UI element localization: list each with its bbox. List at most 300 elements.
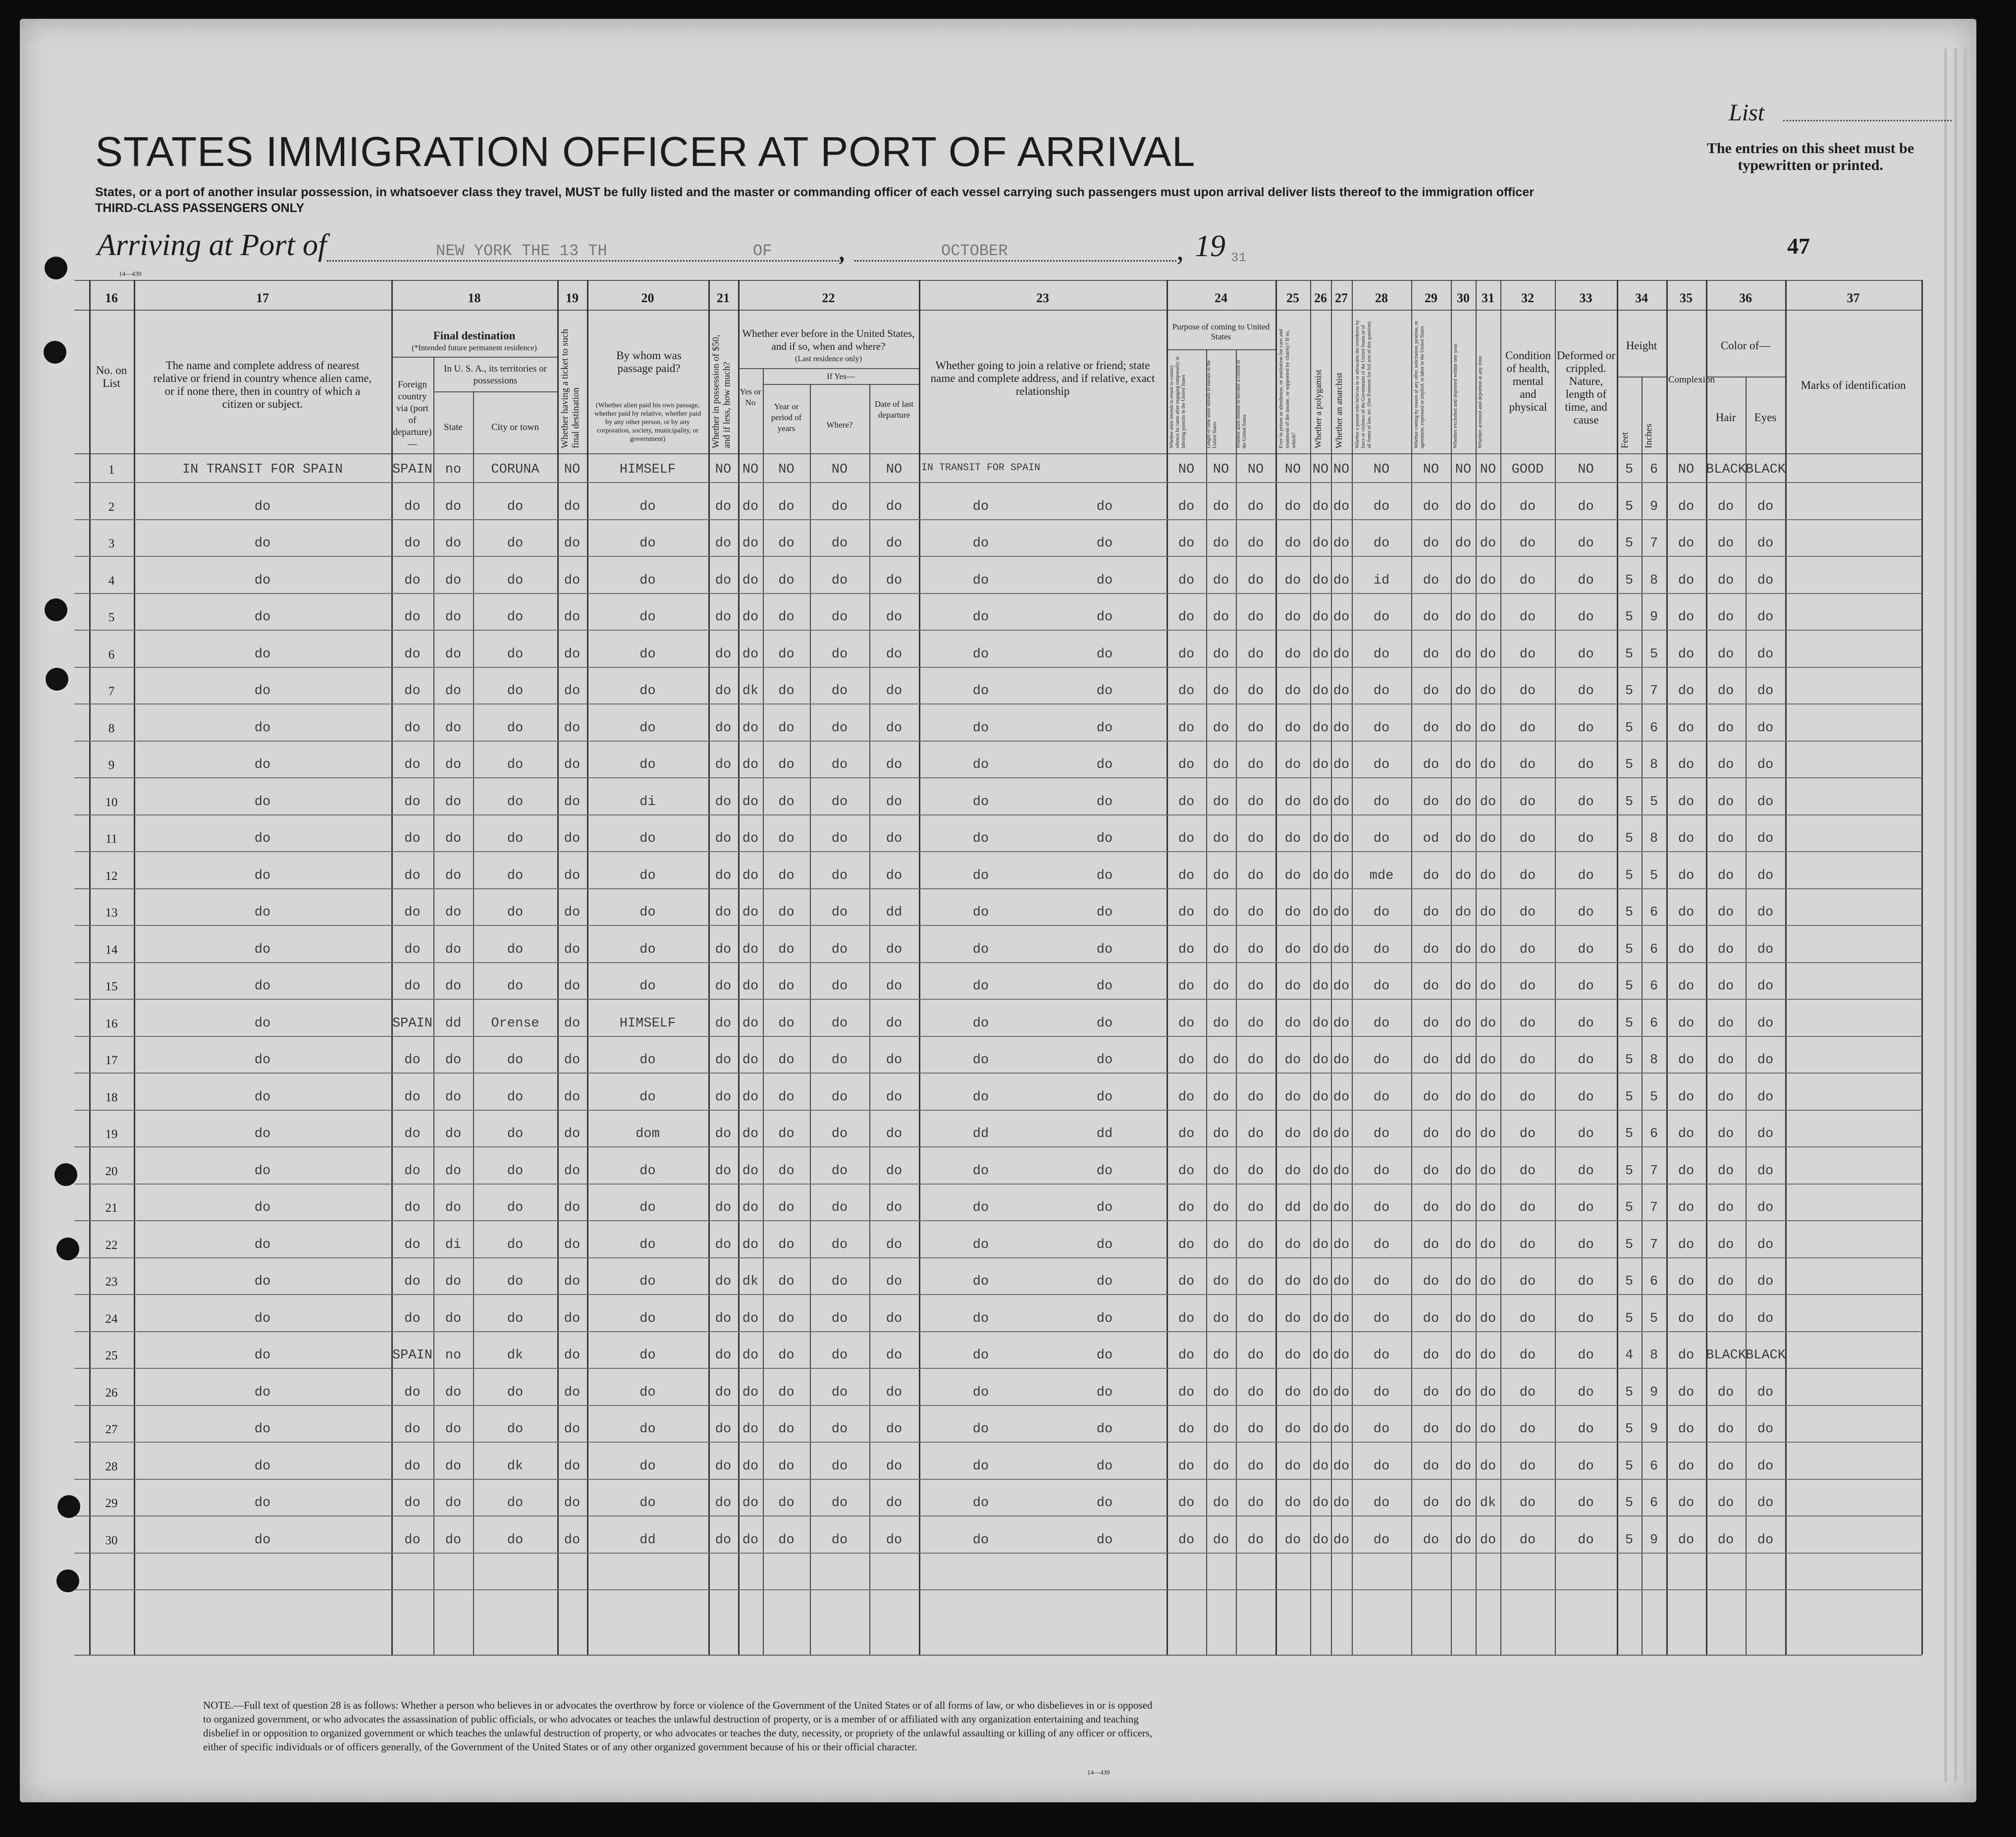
cell-ex: do [1455,868,1472,883]
cell-city: do [507,1496,524,1511]
cell-ex: do [1455,1459,1472,1474]
col-18-header: Final destination [433,329,516,342]
cell-p1: do [1178,757,1195,772]
cell-p2: do [1213,647,1229,662]
page-title: STATES IMMIGRATION OFFICER AT PORT OF ARRIVAL [95,128,1196,175]
cell-hl: do [1519,720,1536,736]
cell-j2: do [1096,1274,1113,1289]
cell-fc: do [404,1053,421,1068]
cell-city: do [507,1163,524,1179]
cell-c17: do [254,831,271,846]
cell-j2: do [1096,684,1113,699]
cell-cp: do [1678,1016,1695,1031]
cell-an: do [1333,1532,1350,1548]
col-22-yes-header: Yes or No [740,387,761,407]
cell-hl: do [1519,499,1536,514]
cell-m: do [715,905,732,920]
rule [763,384,919,385]
cell-paid: do [639,942,656,957]
cell-paid: do [639,1237,656,1252]
cell-yrs: do [778,794,795,810]
cell-c17: do [254,610,271,625]
cell-paid: do [639,1200,656,1215]
cell-city: do [507,684,524,699]
cell-fc: do [404,757,421,772]
col-34-inches-header: Inches [1644,424,1654,448]
cell-join: do [972,610,989,625]
cell-p2: do [1213,757,1229,772]
cell-ar: do [1480,1348,1496,1363]
cell-ft: 5 [1625,1237,1634,1252]
cell-of: do [1423,868,1439,883]
cell-ov: do [1373,1016,1390,1031]
col-33-header: Deformed or crippled. Nature, length of time, and cause [1556,349,1616,426]
cell-paid: do [639,610,656,625]
column-rule [557,280,559,1655]
cell-p2: do [1213,573,1229,588]
cell-j2: do [1096,1348,1113,1363]
cell-ov: do [1373,1496,1390,1511]
cell-p3: do [1247,684,1264,699]
cell-yrs: do [778,1127,795,1141]
cell-in: 6 [1649,462,1658,477]
cell-po: do [1312,942,1329,957]
cell-join: do [972,684,989,699]
cell-ft: 5 [1625,1496,1634,1511]
cell-p1: do [1178,905,1195,920]
cell-cp: do [1678,573,1695,588]
cell-c17: do [254,684,271,699]
cell-c17: do [254,1496,271,1511]
cell-df: do [1578,942,1594,957]
cell-ey: do [1757,1163,1774,1179]
cell-df: do [1578,536,1594,551]
cell-wh: do [831,1532,848,1548]
cell-ft: 5 [1625,905,1634,920]
cell-p3: do [1247,1089,1264,1105]
cell-yrs: do [778,499,795,514]
arriving-label: Arriving at Port of [97,228,327,262]
cell-pr: do [1284,1016,1301,1031]
cell-j2: do [1096,1422,1113,1437]
cell-fc: do [404,1127,421,1141]
column-rule [738,280,740,1655]
cell-ex: do [1455,794,1472,810]
cell-p2: do [1213,1053,1229,1068]
row-rule [74,925,1922,926]
cell-tk: do [564,1237,581,1252]
cell-an: NO [1333,462,1350,477]
cell-in: 9 [1649,1532,1658,1548]
row-rule [74,777,1922,778]
cell-ey: do [1757,720,1774,736]
cell-ar: NO [1480,462,1496,477]
column-rule [1310,280,1311,1655]
cell-ar: do [1480,684,1496,699]
cell-of: do [1423,794,1439,810]
cell-ar: do [1480,979,1496,994]
rule [74,310,1922,311]
cell-hr: do [1717,979,1734,994]
column-rule [1666,280,1668,1655]
cell-ar: do [1480,1274,1496,1289]
cell-st: do [445,684,462,699]
row-number: 8 [108,721,115,735]
cell-ft: 5 [1625,831,1634,846]
cell-hl: do [1519,1422,1536,1437]
cell-p3: do [1247,610,1264,625]
cell-c17: do [254,1200,271,1215]
cell-df: do [1578,1385,1594,1400]
cell-of: do [1423,1348,1439,1363]
cell-ov: do [1373,1422,1390,1437]
cell-fc: do [404,979,421,994]
cell-ar: do [1480,905,1496,920]
cell-cp: do [1678,1200,1695,1215]
cell-ov: do [1373,610,1390,625]
cell-po: NO [1312,462,1329,477]
cell-pr: do [1284,1348,1301,1363]
cell-p2: do [1213,1274,1229,1289]
cell-in: 7 [1649,684,1658,699]
cell-tk: do [564,647,581,662]
cell-hl: do [1519,1089,1536,1105]
col-36-eyes-header: Eyes [1754,411,1777,424]
cell-yrs: do [778,1274,795,1289]
row-number: 26 [105,1386,118,1400]
cell-fc: SPAIN [392,1016,432,1031]
cell-pr: do [1284,647,1301,662]
cell-c17: IN TRANSIT FOR SPAIN [182,462,343,477]
cell-p1: do [1178,1053,1195,1068]
cell-c17: do [254,1053,271,1068]
cell-cp: do [1678,1459,1695,1474]
cell-ft: 5 [1625,499,1634,514]
cell-paid: HIMSELF [619,1016,676,1031]
cell-join: do [972,1274,989,1289]
cell-df: do [1578,1089,1594,1105]
cell-dt: do [886,1422,902,1437]
cell-wh: do [831,499,848,514]
cell-j2: do [1096,1496,1113,1511]
cell-p2: do [1213,1163,1229,1179]
cell-fc: do [404,1311,421,1326]
row-number: 18 [105,1090,118,1104]
cell-yn: do [742,1311,759,1326]
cell-po: do [1312,831,1329,846]
cell-yrs: do [778,647,795,662]
rule [1167,349,1275,350]
cell-hr: BLACK [1706,462,1747,477]
cell-cp: do [1678,905,1695,920]
cell-yn: do [742,647,759,662]
cell-hr: do [1717,536,1734,551]
form-number-bottom: 14—439 [1087,1769,1110,1776]
cell-wh: do [831,1459,848,1474]
cell-hr: do [1717,1016,1734,1031]
cell-cp: do [1678,720,1695,736]
cell-p2: do [1213,499,1229,514]
cell-wh: do [831,1422,848,1437]
cell-wh: do [831,536,848,551]
cell-yrs: do [778,536,795,551]
cell-yn: do [742,1089,759,1105]
cell-of: do [1423,1163,1439,1179]
row-number: 15 [105,980,118,993]
row-number: 25 [105,1349,118,1362]
row-rule [74,1073,1922,1074]
cell-c17: do [254,647,271,662]
cell-po: do [1312,1163,1329,1179]
cell-in: 9 [1649,1385,1658,1400]
cell-po: do [1312,684,1329,699]
cell-yn: do [742,610,759,625]
cell-fc: SPAIN [392,462,432,477]
cell-p2: do [1213,684,1229,699]
cell-yn: do [742,905,759,920]
cell-yrs: do [778,942,795,957]
cell-hr: do [1717,573,1734,588]
cell-wh: do [831,720,848,736]
cell-p1: do [1178,1237,1195,1252]
cell-hr: do [1717,1200,1734,1215]
cell-hl: do [1519,1348,1536,1363]
row-rule [74,630,1922,631]
cell-ey: do [1757,1385,1774,1400]
cell-p2: do [1213,1496,1229,1511]
row-rule [74,1479,1922,1480]
cell-hl: do [1519,610,1536,625]
cell-po: do [1312,1385,1329,1400]
row-number: 10 [105,795,118,809]
cell-wh: do [831,684,848,699]
cell-join: do [972,1089,989,1105]
cell-c17: do [254,979,271,994]
cell-p3: do [1247,1163,1264,1179]
col-22-ifyes: If Yes— [827,372,855,381]
list-number-line [1783,120,1952,121]
row-rule [74,1589,1922,1590]
cell-yrs: do [778,1348,795,1363]
cell-ov: do [1373,1089,1390,1105]
cell-dt: do [886,1163,902,1179]
cell-in: 7 [1649,1200,1658,1215]
cell-c17: do [254,536,271,551]
cell-dt: do [886,868,902,883]
col-34-header: Height [1626,339,1657,352]
cell-in: 6 [1649,1127,1658,1141]
cell-p2: do [1213,1311,1229,1326]
row-rule [74,1220,1922,1221]
cell-hl: do [1519,1496,1536,1511]
cell-yrs: do [778,1163,795,1179]
row-number: 11 [105,832,118,846]
cell-city: do [507,647,524,662]
cell-c17: do [254,942,271,957]
cell-of: do [1423,1016,1439,1031]
cell-m: do [715,1348,732,1363]
cell-join: do [972,1385,989,1400]
cell-m: NO [715,462,732,477]
cell-join: do [972,1200,989,1215]
cell-city: CORUNA [491,462,539,477]
comma: , [838,233,846,266]
col-22-date-header: Date of last departure [874,399,914,420]
cell-yrs: do [778,1532,795,1548]
column-rule [1275,280,1277,1655]
cell-ar: do [1480,1053,1496,1068]
cell-in: 6 [1649,1274,1658,1289]
cell-ft: 5 [1625,1200,1634,1215]
cell-tk: do [564,1274,581,1289]
cell-p2: do [1213,1237,1229,1252]
cell-ex: do [1455,942,1472,957]
cell-yn: do [742,831,759,846]
cell-df: do [1578,1237,1594,1252]
cell-j2: do [1096,757,1113,772]
cell-an: do [1333,610,1350,625]
cell-an: do [1333,499,1350,514]
binder-hole [44,341,66,364]
cell-an: do [1333,905,1350,920]
cell-city: dk [507,1348,524,1363]
cell-m: do [715,979,732,994]
cell-j2: do [1096,1053,1113,1068]
cell-po: do [1312,1311,1329,1326]
cell-city: dk [507,1459,524,1474]
cell-an: do [1333,1422,1350,1437]
cell-tk: do [564,1127,581,1141]
cell-paid: dd [639,1532,656,1548]
cell-p1: do [1178,1127,1195,1141]
cell-fc: SPAIN [392,1348,432,1363]
cell-ey: do [1757,610,1774,625]
cell-j2: do [1096,794,1113,810]
cell-ar: do [1480,610,1496,625]
cell-ey: do [1757,757,1774,772]
cell-fc: do [404,1532,421,1548]
col-18-usa-header: In U. S. A., its territories or possessions [444,364,547,386]
row-rule [74,741,1922,742]
cell-wh: do [831,1089,848,1105]
cell-ov: do [1373,684,1390,699]
cell-cp: do [1678,868,1695,883]
cell-st: do [445,1163,462,1179]
cell-st: no [445,1348,462,1363]
cell-po: do [1312,647,1329,662]
row-number: 3 [108,537,115,550]
column-rule [919,280,920,1655]
cell-ov: do [1373,1385,1390,1400]
cell-of: do [1423,536,1439,551]
cell-cp: do [1678,1532,1695,1548]
cell-p3: do [1247,1053,1264,1068]
cell-ey: do [1757,1311,1774,1326]
cell-hr: do [1717,499,1734,514]
cell-yn: do [742,979,759,994]
cell-st: do [445,1422,462,1437]
col-36-number: 36 [1739,291,1752,305]
cell-cp: do [1678,684,1695,699]
cell-ey: do [1757,1127,1774,1141]
cell-paid: do [639,1089,656,1105]
cell-p3: do [1247,1532,1264,1548]
cell-cp: do [1678,536,1695,551]
cell-pr: do [1284,1459,1301,1474]
cell-fc: do [404,794,421,810]
cell-hr: do [1717,1422,1734,1437]
cell-wh: do [831,1053,848,1068]
cell-st: do [445,1496,462,1511]
cell-m: do [715,942,732,957]
row-number: 17 [105,1054,118,1067]
cell-hl: do [1519,1237,1536,1252]
column-rule [1500,280,1501,1655]
cell-yn: do [742,868,759,883]
cell-ex: NO [1455,462,1472,477]
row-number: 6 [108,648,115,661]
cell-ex: do [1455,1422,1472,1437]
cell-ex: do [1455,536,1472,551]
cell-yn: do [742,1163,759,1179]
cell-in: 6 [1649,979,1658,994]
cell-p2: do [1213,1200,1229,1215]
cell-ex: do [1455,1127,1472,1141]
cell-in: 7 [1649,1163,1658,1179]
date-line [854,260,1176,262]
row-rule [74,962,1922,963]
cell-po: do [1312,794,1329,810]
cell-p1: do [1178,1274,1195,1289]
cell-fc: do [404,573,421,588]
cell-p3: do [1247,868,1264,883]
cell-df: do [1578,1348,1594,1363]
cell-in: 6 [1649,942,1658,957]
cell-p1: do [1178,1385,1195,1400]
col-35-number: 35 [1680,291,1693,305]
cell-ov: id [1373,573,1390,588]
cell-in: 9 [1649,499,1658,514]
cell-wh: do [831,1385,848,1400]
cell-tk: do [564,942,581,957]
cell-tk: do [564,1089,581,1105]
cell-df: do [1578,1274,1594,1289]
cell-m: do [715,1532,732,1548]
cell-j2: do [1096,1200,1113,1215]
cell-hl: do [1519,1274,1536,1289]
cell-p2: do [1213,536,1229,551]
col-34-number: 34 [1635,291,1648,305]
cell-po: do [1312,1127,1329,1141]
row-number: 23 [105,1275,118,1289]
cell-ar: do [1480,573,1496,588]
cell-city: do [507,1053,524,1068]
row-number: 2 [108,500,115,514]
cell-st: do [445,610,462,625]
cell-of: NO [1423,462,1439,477]
cell-p1: do [1178,1016,1195,1031]
cell-df: do [1578,1311,1594,1326]
cell-st: no [445,462,462,477]
cell-in: 8 [1649,757,1658,772]
cell-wh: do [831,647,848,662]
cell-p3: do [1247,1348,1264,1363]
cell-an: do [1333,1127,1350,1141]
cell-fc: do [404,1496,421,1511]
cell-join: do [972,1422,989,1437]
cell-ex: do [1455,1385,1472,1400]
cell-m: do [715,1053,732,1068]
